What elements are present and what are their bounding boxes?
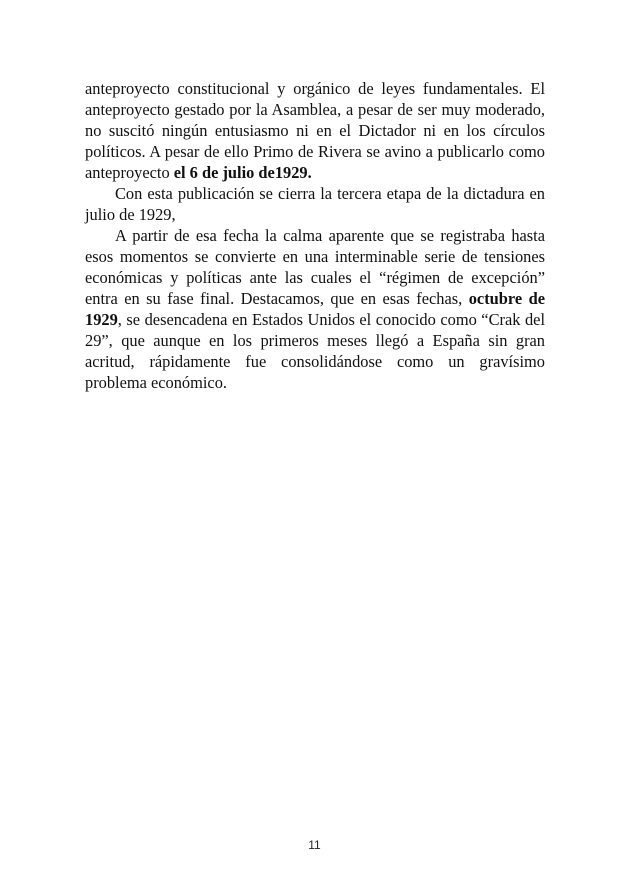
text-run: Con esta publicación se cierra la tercera etapa de la dictadura en julio de 1929, (85, 184, 545, 224)
text-run: , se desencadena en Estados Unidos el conocido como “Crak del 29”, que aunque en los primeros meses llegó a España sin gran acritud, rápidamente fue consolidándose como un gravísimo problema económico. (85, 310, 545, 392)
body-text (85, 78, 545, 393)
text-run: anteproyecto constitucional y orgánico de leyes fundamentales. El anteproyecto gestado por la Asamblea, a pesar de ser muy moderado, no suscitó ningún entusiasmo ni en el Dictador ni en los círculos políticos. A pesar de ello Primo de Rivera se avino a publicarlo como anteproyecto (85, 79, 545, 182)
bold-date: octubre de 1929 (85, 289, 545, 329)
text-run: A partir de esa fecha la calma aparente que se registraba hasta esos momentos se convierte en una interminable serie de tensiones económicas y políticas ante las cuales el “régimen de excepción” entra en su fase final. Destacamos, que en esas fechas, (85, 226, 545, 308)
paragraph-1 (85, 78, 545, 183)
bold-date: el 6 de julio de1929. (173, 163, 312, 182)
paragraph-2 (85, 183, 545, 225)
paragraph-3 (85, 225, 545, 393)
page-number: 11 (308, 838, 321, 852)
